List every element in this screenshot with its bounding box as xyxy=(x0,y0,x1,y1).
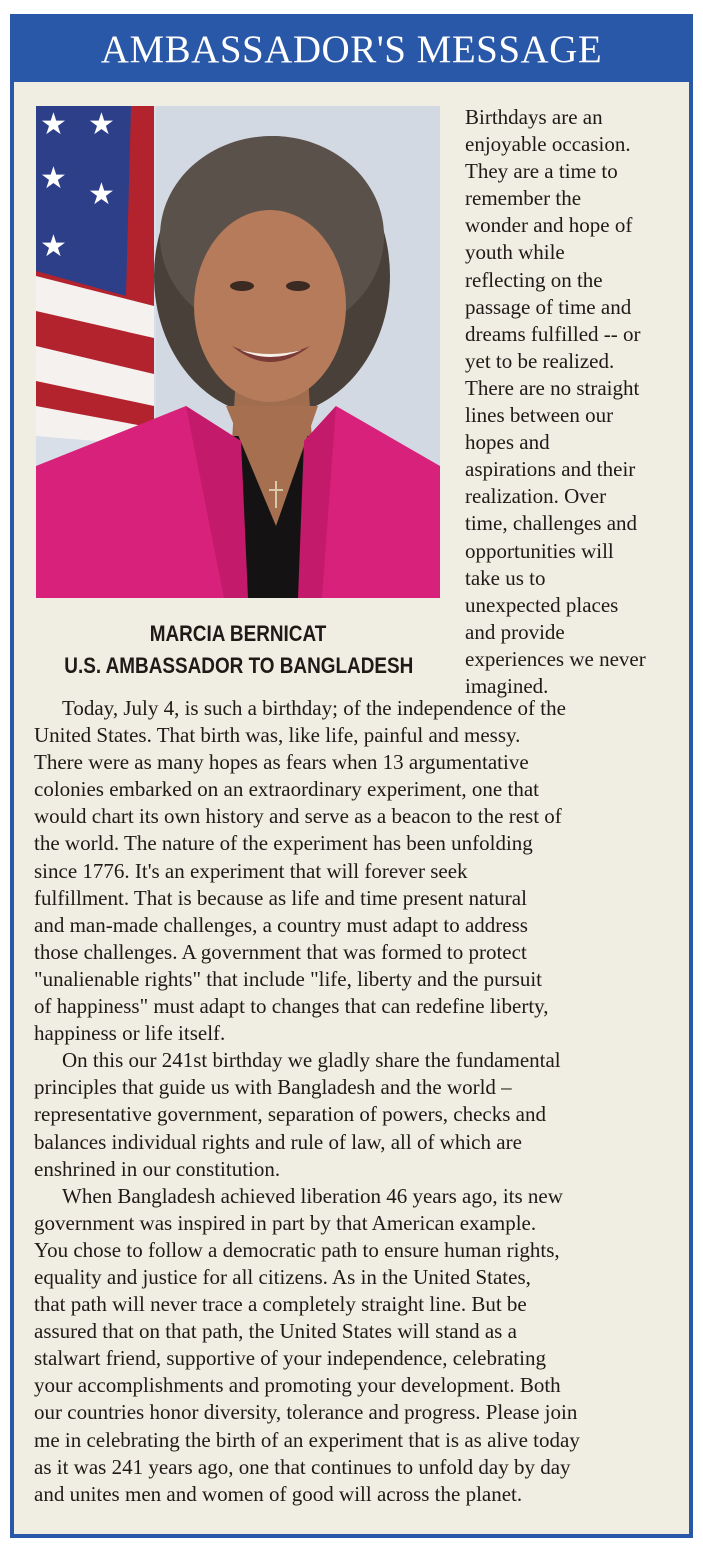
text-line: colonies embarked on an extraordinary experiment, one that xyxy=(34,777,539,802)
text-line: enshrined in our constitution. xyxy=(34,1156,281,1181)
text-line: You chose to follow a democratic path to ensure human rights, xyxy=(34,1237,560,1262)
text-line: aspirations and their xyxy=(465,457,636,482)
caption-title: U.S. AMBASSADOR TO BANGLADESH xyxy=(64,653,414,678)
text-line: opportunities will xyxy=(465,538,614,563)
text-line: hopes and xyxy=(465,430,550,455)
text-line: There were as many hopes as fears when 13 argumentative xyxy=(34,750,529,775)
ambassador-photo xyxy=(36,106,440,598)
text-line: remember the xyxy=(465,186,582,211)
svg-text:★: ★ xyxy=(88,177,115,212)
text-line: representative government, separation of powers, checks and xyxy=(34,1102,546,1127)
portrait-illustration xyxy=(36,106,440,598)
text-line: enjoyable occasion. xyxy=(465,132,631,157)
text-line: government was inspired in part by that American example. xyxy=(34,1210,537,1235)
text-line: yet to be realized. xyxy=(465,348,615,373)
text-line: those challenges. A government that was formed to protect xyxy=(34,939,527,964)
caption-name: MARCIA BERNICAT xyxy=(149,621,327,646)
text-line: stalwart friend, supportive of your independence, celebrating xyxy=(34,1346,546,1371)
text-line: balances individual rights and rule of law, all of which are xyxy=(34,1129,522,1154)
text-line: "unalienable rights" that include "life, liberty and the pursuit xyxy=(34,966,542,991)
message-panel xyxy=(10,14,693,1538)
svg-text:★: ★ xyxy=(40,107,67,142)
text-line: reflecting on the xyxy=(465,267,603,292)
text-line: There are no straight xyxy=(465,375,640,400)
text-line: dreams fulfilled -- or xyxy=(465,321,641,346)
svg-text:★: ★ xyxy=(40,161,67,196)
text-line: and man-made challenges, a country must adapt to address xyxy=(34,912,528,937)
text-line: that path will never trace a completely straight line. But be xyxy=(34,1292,527,1317)
page-title: AMBASSADOR'S MESSAGE xyxy=(14,18,689,82)
text-line: take us to xyxy=(465,565,546,590)
text-line: happiness or life itself. xyxy=(34,1021,226,1046)
text-line: equality and justice for all citizens. As in the United States, xyxy=(34,1264,531,1289)
text-line: principles that guide us with Bangladesh and the world – xyxy=(34,1075,512,1100)
text-line: They are a time to xyxy=(465,159,618,184)
text-line: fulfillment. That is because as life and time present natural xyxy=(34,885,527,910)
text-line: realization. Over xyxy=(465,484,607,509)
side-column-text xyxy=(465,104,693,700)
body-text xyxy=(34,695,689,1508)
text-line: and unites men and women of good will across the planet. xyxy=(34,1481,523,1506)
text-line: Today, July 4, is such a birthday; of the independence of the xyxy=(62,696,566,720)
text-line: youth while xyxy=(465,240,565,265)
text-line: On this our 241st birthday we gladly share the fundamental xyxy=(62,1048,561,1073)
text-line: the world. The nature of the experiment has been unfolding xyxy=(34,831,533,856)
text-line: United States. That birth was, like life, painful and messy. xyxy=(34,723,521,748)
text-line: Birthdays are an xyxy=(465,105,603,129)
text-line: of happiness" must adapt to changes that can redefine liberty, xyxy=(34,994,549,1019)
text-line: since 1776. It's an experiment that will forever seek xyxy=(34,858,468,883)
text-line: our countries honor diversity, tolerance and progress. Please join xyxy=(34,1400,578,1425)
text-line: experiences we never xyxy=(465,646,646,671)
svg-text:★: ★ xyxy=(88,107,115,142)
text-line: your accomplishments and promoting your development. Both xyxy=(34,1373,561,1398)
us-flag-icon xyxy=(36,106,154,446)
photo-caption xyxy=(36,618,440,682)
text-line: me in celebrating the birth of an experiment that is as alive today xyxy=(34,1427,580,1452)
text-line: time, challenges and xyxy=(465,511,638,536)
text-line: wonder and hope of xyxy=(465,213,633,238)
text-line: lines between our xyxy=(465,403,614,428)
text-line: When Bangladesh achieved liberation 46 years ago, its new xyxy=(62,1183,563,1208)
text-line: and provide xyxy=(465,619,565,644)
text-line: unexpected places xyxy=(465,592,619,617)
text-line: passage of time and xyxy=(465,294,632,319)
text-line: assured that on that path, the United States will stand as a xyxy=(34,1319,517,1344)
text-line: as it was 241 years ago, one that continues to unfold day by day xyxy=(34,1454,571,1479)
text-line: imagined. xyxy=(465,673,549,698)
text-line: would chart its own history and serve as a beacon to the rest of xyxy=(34,804,562,829)
svg-text:★: ★ xyxy=(40,229,67,264)
